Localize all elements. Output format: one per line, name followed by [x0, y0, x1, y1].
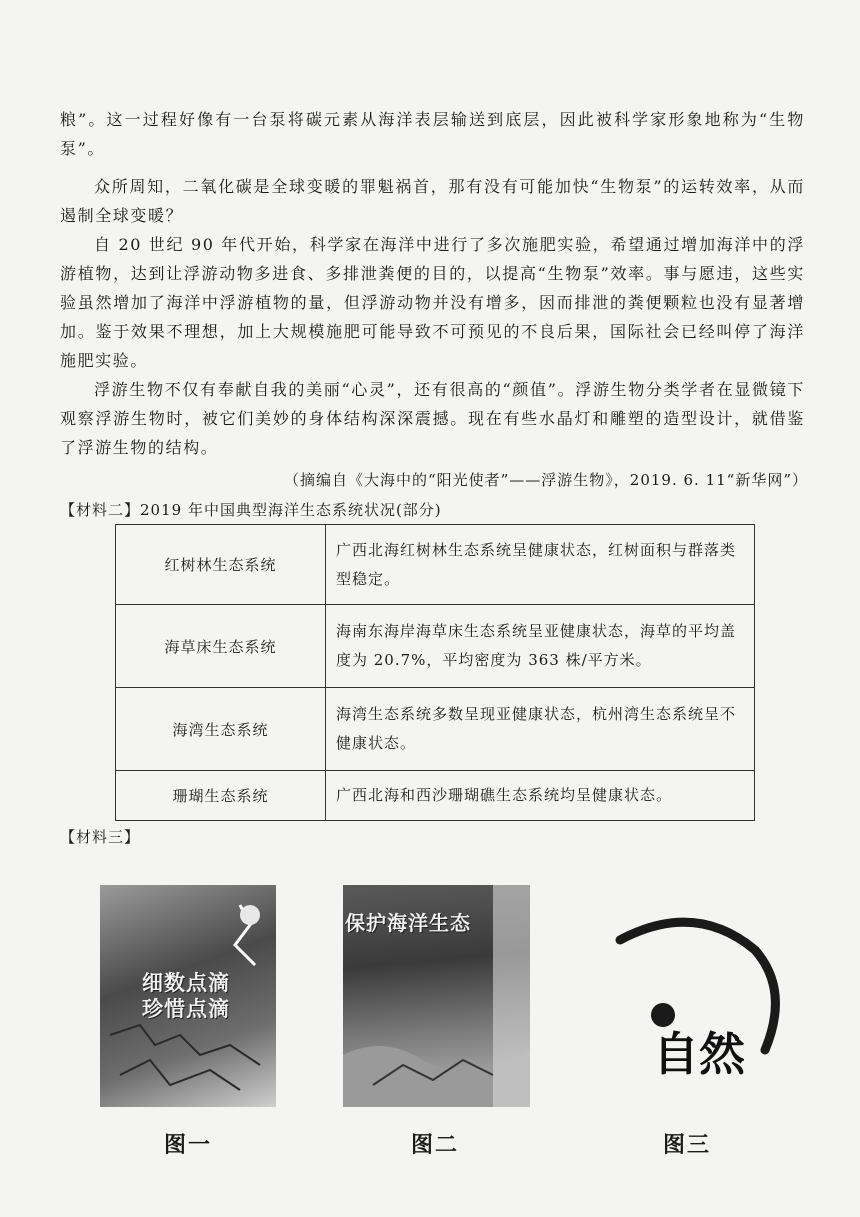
table-row: [116, 525, 755, 605]
ecosystem-name: 海湾生态系统: [116, 688, 326, 771]
poster-1-line-2: 珍惜点滴: [142, 997, 230, 1021]
ecosystem-name: 海草床生态系统: [116, 605, 326, 688]
logo-text: 自然: [653, 1027, 745, 1081]
poster-1-line-1: 细数点滴: [142, 971, 230, 995]
ecosystem-status: 海南东海岸海草床生态系统呈亚健康状态，海草的平均盖度为 20.7%，平均密度为 363 株/平方米。: [326, 605, 755, 688]
paragraph-1: 粮”。这一过程好像有一台泵将碳元素从海洋表层输送到底层，因此被科学家形象地称为“生物泵”。: [60, 110, 805, 158]
paragraph-3: 自 20 世纪 90 年代开始，科学家在海洋中进行了多次施肥实验，希望通过增加海洋中的浮游植物，达到让浮游动物多进食、多排泄粪便的目的，以提高“生物泵”效率。事与愿违，这些实验虽然增加了海洋中浮游植物的量，但浮游动物并没有增多，因而排泄的粪便颗粒也没有显著增加。鉴于效果不理想，加上大规模施肥可能导致不可预见的不良后果，国际社会已经叫停了海洋施肥实验。: [60, 235, 805, 370]
paragraph-2: 众所周知，二氧化碳是全球变暖的罪魁祸首，那有没有可能加快“生物泵”的运转效率，从而遏制全球变暖？: [60, 177, 805, 225]
figure-2-caption: 图二: [411, 1133, 460, 1158]
poster-2-title: 保护海洋生态: [345, 911, 471, 935]
ecosystem-name: 珊瑚生态系统: [116, 771, 326, 821]
ecosystem-status: 广西北海红树林生态系统呈健康状态，红树面积与群落类型稳定。: [326, 525, 755, 605]
material-2-heading: 【材料二】2019 年中国典型海洋生态系统状况(部分): [60, 501, 442, 519]
table-row: [116, 688, 755, 771]
nature-logo: [615, 910, 785, 1090]
poster-image-1: [100, 885, 276, 1107]
source-citation: （摘编自《大海中的“阳光使者”——浮游生物》，2019. 6. 11“新华网”）: [283, 471, 808, 489]
figure-1-caption: 图一: [164, 1133, 213, 1158]
ecosystem-status: 广西北海和西沙珊瑚礁生态系统均呈健康状态。: [326, 771, 755, 821]
table-row: [116, 771, 755, 821]
ecosystem-table: [115, 524, 755, 821]
paragraph-4: 浮游生物不仅有奉献自我的美丽“心灵”，还有很高的“颜值”。浮游生物分类学者在显微镜下观察浮游生物时，被它们美妙的身体结构深深震撼。现在有些水晶灯和雕塑的造型设计，就借鉴了浮游生物的结构。: [60, 380, 805, 457]
figure-3-caption: 图三: [663, 1133, 712, 1158]
material-3-heading: 【材料三】: [60, 828, 141, 846]
ecosystem-name: 红树林生态系统: [116, 525, 326, 605]
table-row: [116, 605, 755, 688]
ecosystem-status: 海湾生态系统多数呈现亚健康状态，杭州湾生态系统呈不健康状态。: [326, 688, 755, 771]
poster-image-2: [343, 885, 530, 1107]
